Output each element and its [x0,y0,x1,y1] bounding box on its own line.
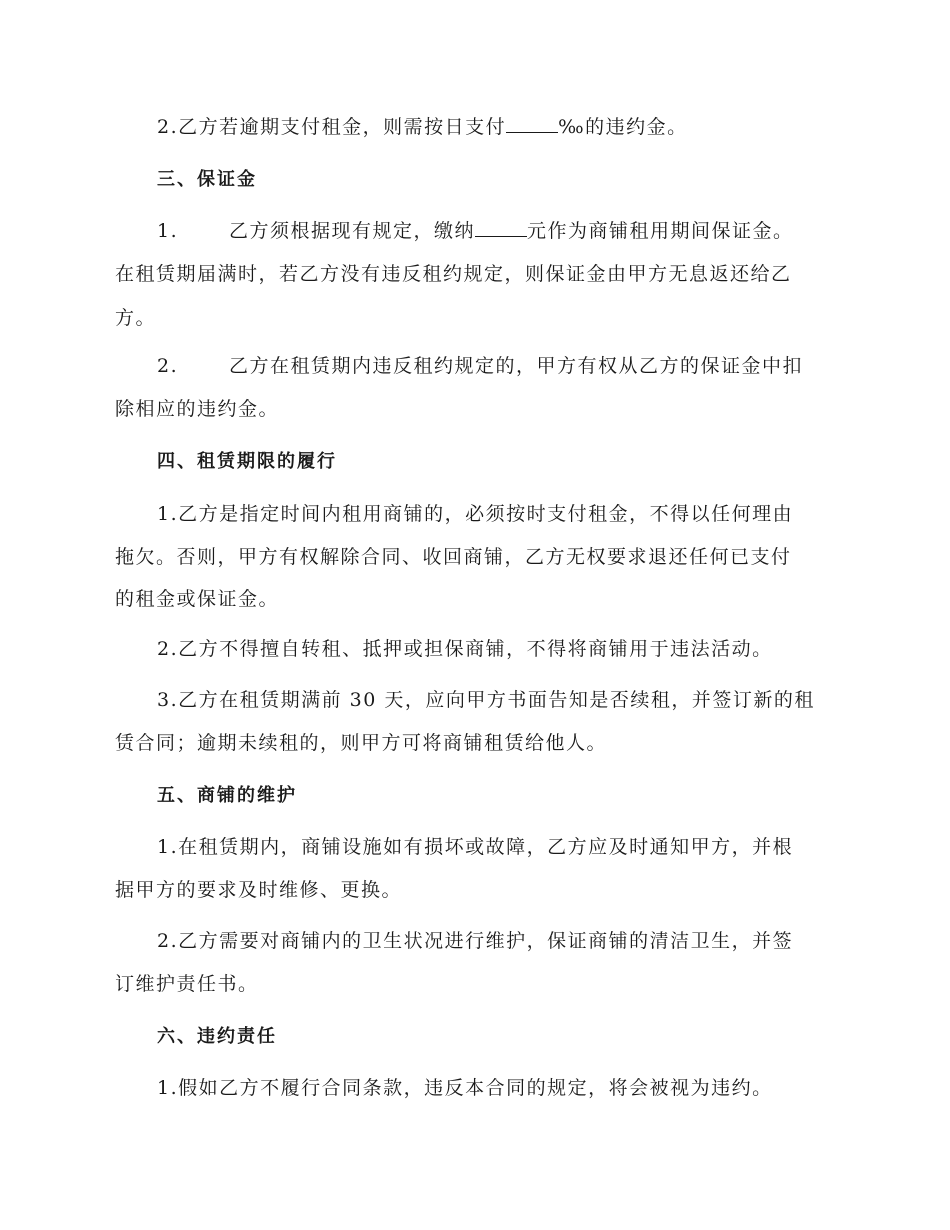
section-heading-liability: 六、违约责任 [157,1026,277,1047]
paragraph-line: 乙方在租赁期内违反租约规定的，甲方有权从乙方的保证金中扣 [229,355,804,377]
paragraph-line: 在租赁期届满时，若乙方没有违反租约规定，则保证金由甲方无息返还给乙 [115,263,792,285]
paragraph-line: 2.乙方需要对商铺内的卫生状况进行维护，保证商铺的清洁卫生，并签 [157,930,794,952]
paragraph-line: 拖欠。否则，甲方有权解除合同、收回商铺，乙方无权要求退还任何已支付 [115,546,792,568]
paragraph-late-payment [157,115,688,139]
text-segment: 2.乙方若逾期支付租金，则需按日支付 [157,116,507,138]
paragraph-deposit-1 [157,219,178,243]
paragraph-deposit-1-text [229,219,794,243]
item-number: 1. [157,220,179,242]
paragraph-line: 1.在租赁期内，商铺设施如有损坏或故障，乙方应及时通知甲方，并根 [157,836,794,858]
fill-blank [475,220,527,237]
section-heading-deposit: 三、保证金 [157,169,257,190]
section-heading-maintenance: 五、商铺的维护 [157,785,297,806]
paragraph-line: 2.乙方不得擅自转租、抵押或担保商铺，不得将商铺用于违法活动。 [157,638,773,660]
paragraph-line: 1.乙方是指定时间内租用商铺的，必须按时支付租金，不得以任何理由 [157,503,794,525]
paragraph-line: 3.乙方在租赁期满前 30 天，应向甲方书面告知是否续租，并签订新的租 [157,689,815,711]
text-segment: 乙方须根据现有规定，缴纳 [229,220,476,242]
paragraph-deposit-2-number: 2. [157,355,179,377]
paragraph-line: 1.假如乙方不履行合同条款，违反本合同的规定，将会被视为违约。 [157,1077,773,1099]
paragraph-line: 赁合同；逾期未续租的，则甲方可将商铺租赁给他人。 [115,732,608,754]
paragraph-line: 的租金或保证金。 [115,588,280,610]
paragraph-line: 订维护责任书。 [115,973,259,995]
text-segment: ‰的违约金。 [558,116,688,138]
paragraph-line: 除相应的违约金。 [115,398,280,420]
paragraph-line: 据甲方的要求及时维修、更换。 [115,879,403,901]
fill-blank [506,116,558,133]
paragraph-line: 方。 [115,307,157,329]
section-heading-lease-term: 四、租赁期限的履行 [157,451,337,472]
text-segment: 元作为商铺租用期间保证金。 [527,220,794,242]
